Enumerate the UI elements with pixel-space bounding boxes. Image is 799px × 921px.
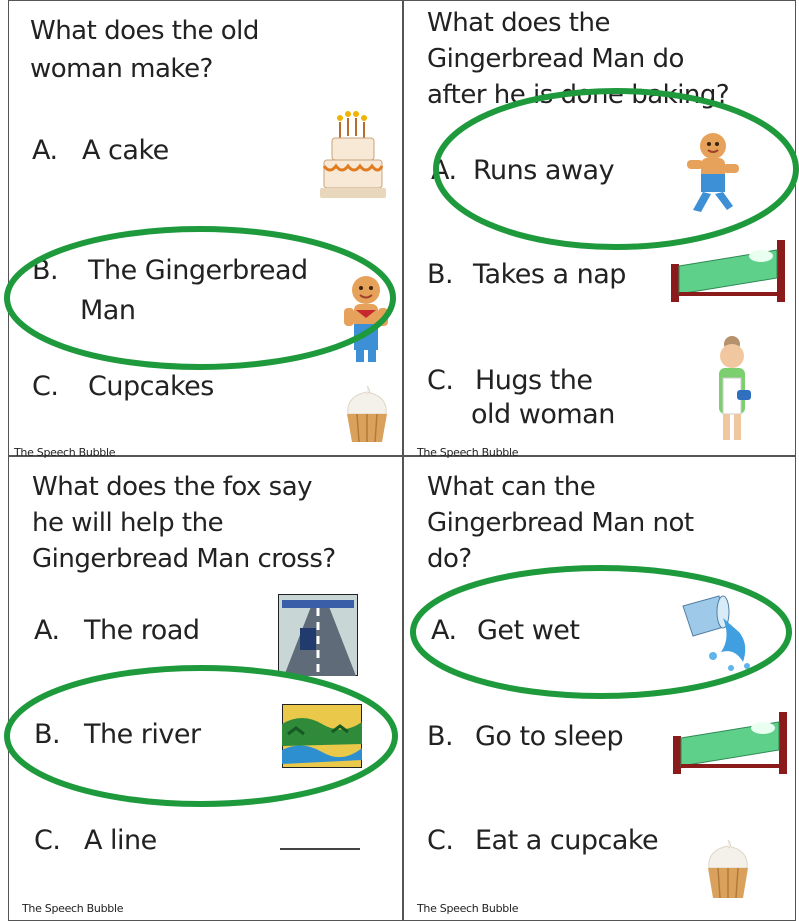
- question-line: What does the: [427, 8, 610, 38]
- question-line: Gingerbread Man cross?: [32, 544, 336, 574]
- option-text-a[interactable]: Get wet: [477, 615, 580, 646]
- option-letter-a[interactable]: A.: [431, 615, 457, 646]
- answer-circle: [403, 0, 799, 456]
- option-text-b[interactable]: Takes a nap: [473, 259, 626, 290]
- option-text-a[interactable]: Runs away: [473, 155, 615, 186]
- question-line: he will help the: [32, 508, 224, 538]
- question-card-1: [0, 0, 403, 459]
- question-card-3: [0, 456, 403, 921]
- question-card-4: [403, 456, 799, 921]
- question-line: What does the fox say: [32, 472, 313, 502]
- option-letter-c[interactable]: C.: [34, 825, 61, 856]
- option-text-c[interactable]: Eat a cupcake: [475, 825, 659, 856]
- question-line: woman make?: [30, 54, 213, 84]
- option-text-b[interactable]: Go to sleep: [475, 721, 624, 752]
- question-line: What does the old: [30, 16, 259, 46]
- option-letter-a[interactable]: A.: [32, 135, 58, 166]
- question-line: What can the: [427, 472, 596, 502]
- option-letter-c[interactable]: C.: [32, 371, 59, 402]
- question-line: do?: [427, 544, 472, 574]
- option-text-a[interactable]: A cake: [82, 135, 169, 166]
- question-card-2: [403, 0, 799, 459]
- credit-label: The Speech Bubble: [22, 902, 124, 915]
- option-letter-b[interactable]: B.: [427, 721, 454, 752]
- answer-circle: [403, 456, 799, 921]
- option-letter-c[interactable]: C.: [427, 365, 454, 396]
- option-text-c[interactable]: old woman: [471, 399, 615, 430]
- option-text-b[interactable]: Man: [80, 295, 136, 326]
- option-text-b[interactable]: The river: [84, 719, 201, 750]
- question-line: after he is done baking?: [427, 80, 730, 110]
- option-letter-a[interactable]: A.: [34, 615, 60, 646]
- option-letter-c[interactable]: C.: [427, 825, 454, 856]
- option-text-c[interactable]: A line: [84, 825, 157, 856]
- question-line: Gingerbread Man not: [427, 508, 694, 538]
- option-letter-b[interactable]: B.: [427, 259, 454, 290]
- answer-circle: [0, 0, 403, 456]
- option-text-b[interactable]: The Gingerbread: [88, 255, 308, 286]
- credit-label: The Speech Bubble: [417, 446, 519, 459]
- answer-circle: [0, 456, 403, 921]
- option-text-a[interactable]: The road: [84, 615, 200, 646]
- credit-label: The Speech Bubble: [417, 902, 519, 915]
- option-text-c[interactable]: Hugs the: [475, 365, 593, 396]
- option-text-c[interactable]: Cupcakes: [88, 371, 214, 402]
- option-letter-b[interactable]: B.: [34, 719, 61, 750]
- option-letter-a[interactable]: A.: [431, 155, 457, 186]
- credit-label: The Speech Bubble: [14, 446, 116, 459]
- question-line: Gingerbread Man do: [427, 44, 684, 74]
- option-letter-b[interactable]: B.: [32, 255, 59, 286]
